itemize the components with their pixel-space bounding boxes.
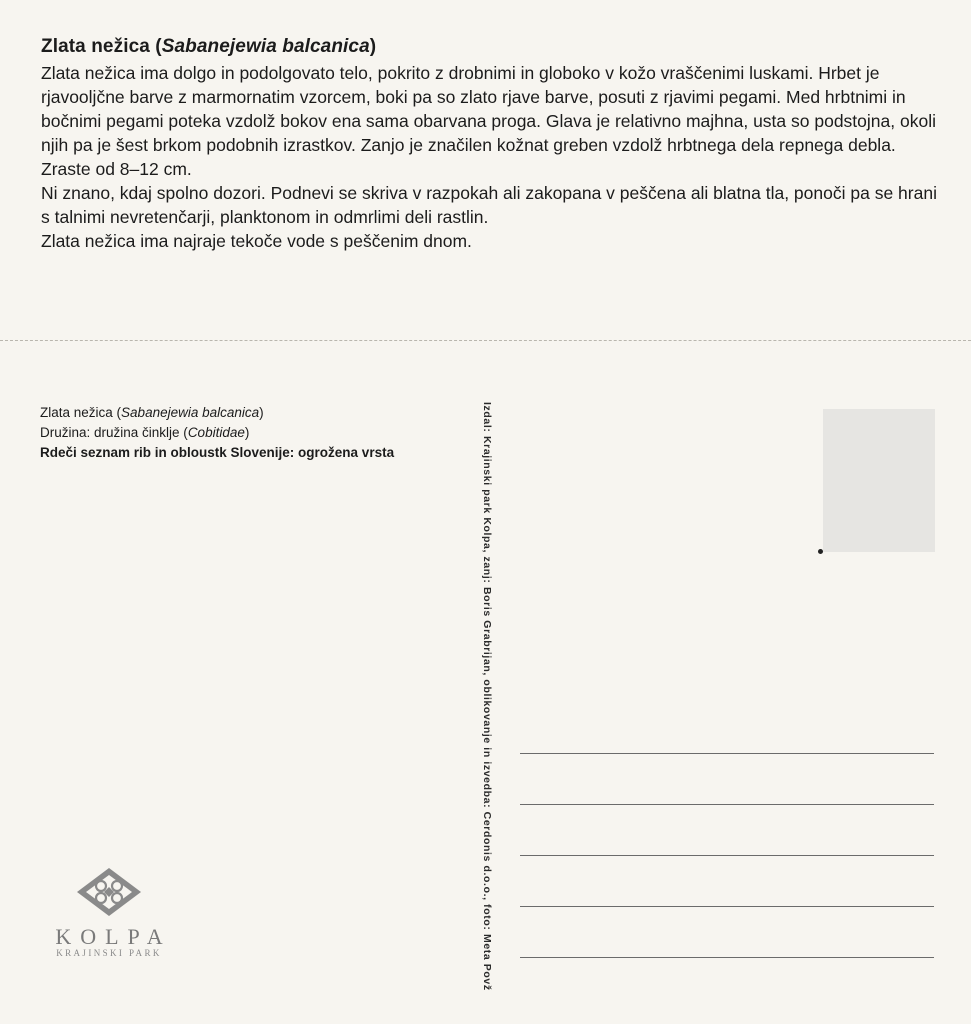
address-line-5 bbox=[520, 957, 934, 958]
description-paragraph-3: Zlata nežica ima najraje tekoče vode s peščenim dnom. bbox=[41, 231, 472, 251]
logo-name: KOLPA bbox=[55, 924, 172, 949]
description-body bbox=[41, 61, 941, 253]
address-line-3 bbox=[520, 855, 934, 856]
species-info bbox=[40, 403, 470, 463]
logo-subtitle: KRAJINSKI PARK bbox=[56, 948, 162, 958]
species-latin-name: Sabanejewia balcanica bbox=[121, 405, 260, 420]
title-common-name: Zlata nežica ( bbox=[41, 36, 162, 57]
description-title bbox=[41, 36, 941, 58]
species-common-name: Zlata nežica ( bbox=[40, 405, 122, 420]
species-close-paren: ) bbox=[259, 405, 264, 420]
kolpa-logo bbox=[34, 866, 184, 958]
title-close-paren: ) bbox=[369, 36, 377, 57]
perforation-fold-line bbox=[0, 340, 971, 341]
species-family bbox=[40, 423, 470, 443]
family-close-paren: ) bbox=[244, 425, 250, 440]
species-name bbox=[40, 403, 470, 423]
publisher-credits: Izdal: Krajinski park Kolpa, zanj: Boris Grabrijan, oblikovanje in izvedba: Cerdonis d.o.o., foto: Meta Povž bbox=[481, 402, 493, 991]
description-paragraph-2: Ni znano, kdaj spolno dozori. Podnevi se skriva v razpokah ali zakopana v peščena ali blatna tla, ponoči pa se hrani s talnimi nevretenčarji, planktonom in odmrlimi deli rastlin. bbox=[41, 183, 937, 227]
stamp-dot bbox=[818, 549, 823, 554]
title-latin-name: Sabanejewia balcanica bbox=[161, 36, 370, 57]
description-paragraph-1: Zlata nežica ima dolgo in podolgovato telo, pokrito z drobnimi in globoko v kožo vraščenimi luskami. Hrbet je rjavoolјčne barve z marmornatim vzorcem, boki pa so zlato rjave barve, posuti z rjavimi pegami. Med hrbtnimi in bočnimi pegami poteka vzdolž bokov ena sama obarvana proga. Glava je relativno majhna, usta so podstojna, okoli njih pa je šest brkom podobnih izrastkov. Zanjo je značilen kožnat greben vzdolž hrbtnega dela repnega debla. Zraste od 8–12 cm. bbox=[41, 63, 936, 179]
red-list-status: Rdeči seznam rib in obloustk Slovenije: ogrožena vrsta bbox=[40, 445, 395, 460]
address-line-2 bbox=[520, 804, 934, 805]
family-label: Družina: družina činklje ( bbox=[40, 425, 188, 440]
family-latin-name: Cobitidae bbox=[187, 425, 245, 440]
stamp-area bbox=[823, 409, 935, 552]
description-section bbox=[41, 36, 941, 253]
kolpa-diamond-ornament-icon bbox=[75, 866, 143, 918]
address-line-4 bbox=[520, 906, 934, 907]
address-line-1 bbox=[520, 753, 934, 754]
